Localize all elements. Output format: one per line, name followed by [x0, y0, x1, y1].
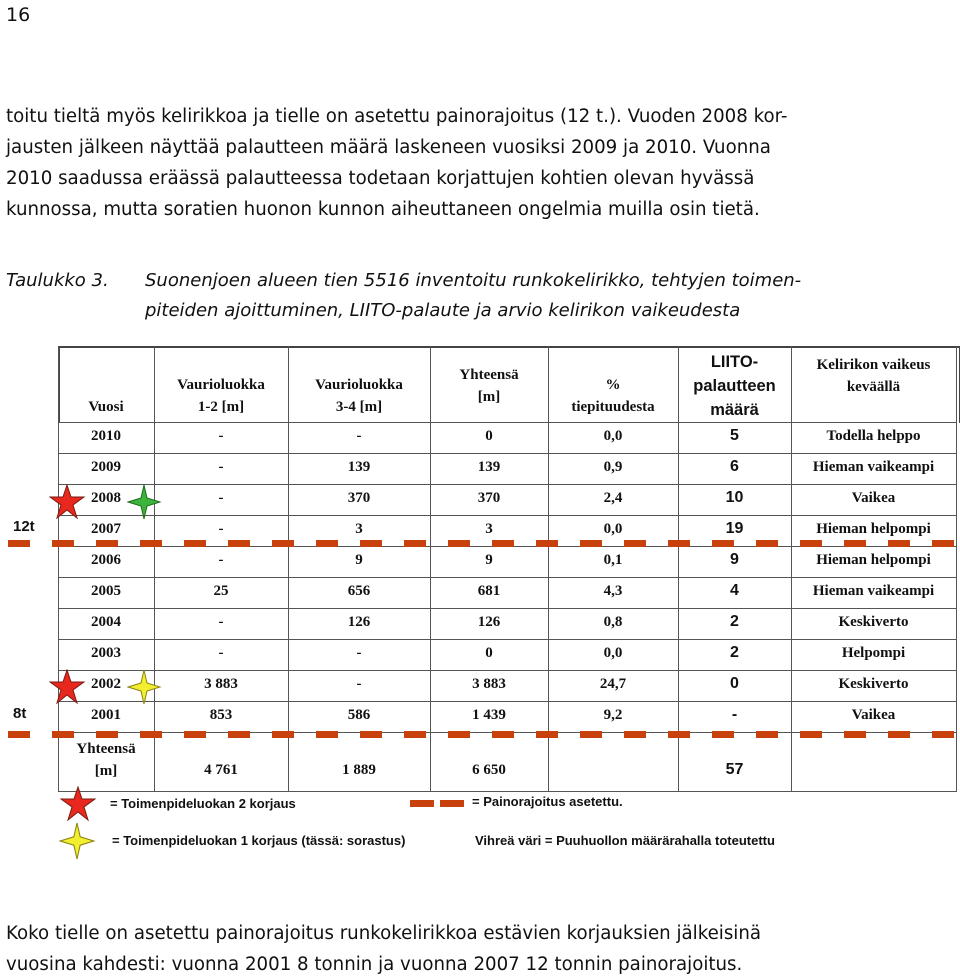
cell-total: 3 — [485, 521, 493, 537]
row-divider — [58, 422, 957, 423]
intro-line: toitu tieltä myös kelirikkoa ja tielle on asetettu painorajoitus (12 t.). Vuoden 2008 kor- — [6, 106, 788, 127]
dash-segment — [624, 731, 646, 738]
header-damage12: Vaurioluokka 1-2 [m] — [177, 377, 265, 415]
cell-liito: 19 — [725, 520, 744, 537]
totals-liito: 57 — [725, 761, 744, 778]
row-divider — [58, 701, 957, 702]
totals-damage12: 4 761 — [204, 762, 238, 778]
cell-total: 1 439 — [472, 707, 506, 723]
dash-segment — [228, 540, 250, 547]
dash-segment — [52, 540, 74, 547]
dash-segment — [844, 731, 866, 738]
dash-segment — [756, 540, 778, 547]
cell-pct: 0,0 — [603, 645, 623, 661]
cell-total: 3 883 — [472, 676, 506, 692]
dash-segment — [96, 731, 118, 738]
cell-pct: 0,0 — [603, 521, 623, 537]
dash-segment — [360, 540, 382, 547]
cell-d34: 370 — [347, 490, 371, 506]
dash-segment — [624, 540, 646, 547]
legend-yellow-star: = Toimenpideluokan 1 korjaus (tässä: sorastus) — [112, 833, 406, 848]
col-divider — [791, 346, 792, 792]
page-number: 16 — [6, 4, 31, 26]
legend-yellow-star-icon — [58, 822, 96, 860]
outro-line: Koko tielle on asetettu painorajoitus runkokelirikkoa estävien korjauksien jälkeisinä — [6, 923, 762, 944]
row-divider — [58, 670, 957, 671]
legend-red-star: = Toimenpideluokan 2 korjaus — [110, 796, 296, 811]
cell-d12: - — [218, 490, 224, 506]
cell-diff: Todella helppo — [826, 428, 921, 444]
dash-segment — [888, 540, 910, 547]
totals-label: Yhteensä [m] — [76, 741, 136, 779]
cell-total: 126 — [477, 614, 501, 630]
red-star-icon — [49, 669, 85, 705]
cell-diff: Helpompi — [841, 645, 906, 661]
cell-year: 2008 — [91, 490, 121, 506]
header-total: Yhteensä [m] — [459, 367, 519, 405]
intro-paragraph — [6, 101, 951, 225]
cell-year: 2010 — [91, 428, 121, 444]
cell-pct: 0,0 — [603, 428, 623, 444]
cell-total: 0 — [485, 428, 493, 444]
cell-d12: 3 883 — [204, 676, 238, 692]
dash-segment — [492, 731, 514, 738]
caption-line: Suonenjoen alueen tien 5516 inventoitu runkokelirikko, tehtyjen toimen- — [145, 270, 802, 291]
dash-segment — [448, 731, 470, 738]
cell-diff: Vaikea — [851, 490, 896, 506]
dash-segment — [580, 731, 602, 738]
cell-liito: 0 — [730, 675, 739, 692]
legend-green: Vihreä väri = Puuhuollon määrärahalla toteutettu — [475, 833, 775, 848]
cell-liito: - — [731, 706, 738, 723]
weight-limit-8t-line — [0, 731, 960, 738]
cell-liito: 4 — [730, 582, 739, 599]
header-percent: % tiepituudesta — [571, 377, 655, 415]
dash-segment — [932, 731, 954, 738]
dash-segment — [184, 540, 206, 547]
dash-segment — [712, 540, 734, 547]
dash-segment — [668, 731, 690, 738]
dash-segment — [448, 540, 470, 547]
dash-segment — [316, 731, 338, 738]
cell-pct: 24,7 — [599, 676, 627, 692]
cell-d12: - — [218, 552, 224, 568]
col-divider — [430, 346, 431, 792]
header-year: Vuosi — [88, 399, 124, 415]
cell-year: 2001 — [91, 707, 121, 723]
dash-segment — [140, 731, 162, 738]
data-table — [58, 346, 957, 792]
legend-dash-icon — [440, 800, 464, 807]
cell-year: 2006 — [91, 552, 121, 568]
totals-damage34: 1 889 — [342, 762, 376, 778]
cell-liito: 10 — [725, 489, 744, 506]
dash-segment — [52, 731, 74, 738]
dash-segment — [228, 731, 250, 738]
cell-d12: - — [218, 428, 224, 444]
row-divider — [58, 515, 957, 516]
row-divider — [58, 484, 957, 485]
dash-segment — [888, 731, 910, 738]
row-divider — [58, 453, 957, 454]
outro-paragraph — [6, 918, 951, 980]
dash-segment — [8, 540, 30, 547]
weight-label-8t: 8t — [13, 705, 27, 722]
cell-year: 2005 — [91, 583, 121, 599]
cell-pct: 4,3 — [603, 583, 623, 599]
green-star-icon — [126, 484, 162, 520]
weight-label-12t: 12t — [13, 518, 35, 535]
dash-segment — [932, 540, 954, 547]
dash-segment — [184, 731, 206, 738]
cell-year: 2003 — [91, 645, 121, 661]
cell-d34: 656 — [347, 583, 371, 599]
cell-d34: 3 — [355, 521, 363, 537]
cell-d12: - — [218, 614, 224, 630]
cell-pct: 0,8 — [603, 614, 623, 630]
dash-segment — [272, 731, 294, 738]
dash-segment — [536, 731, 558, 738]
cell-d34: 586 — [347, 707, 371, 723]
table-border — [956, 346, 957, 792]
legend-dash: = Painorajoitus asetettu. — [472, 794, 623, 809]
cell-d12: 853 — [209, 707, 233, 723]
dash-segment — [360, 731, 382, 738]
row-divider — [58, 639, 957, 640]
legend-dash-icon — [410, 800, 434, 807]
intro-line: kunnossa, mutta soratien huonon kunnon aiheuttaneen ongelmia muilla osin tietä. — [6, 199, 760, 220]
cell-liito: 2 — [730, 644, 739, 661]
header-difficulty: Kelirikon vaikeus keväällä — [816, 357, 931, 395]
cell-liito: 9 — [730, 551, 739, 568]
totals-total: 6 650 — [472, 762, 506, 778]
weight-limit-12t-line — [0, 540, 960, 547]
cell-total: 370 — [477, 490, 501, 506]
dash-segment — [580, 540, 602, 547]
yellow-star-icon — [126, 669, 162, 705]
header-damage34: Vaurioluokka 3-4 [m] — [315, 377, 403, 415]
red-star-icon — [49, 484, 85, 520]
cell-diff: Hieman helpompi — [816, 521, 931, 537]
cell-diff: Vaikea — [851, 707, 896, 723]
cell-d34: - — [356, 676, 362, 692]
cell-d12: 25 — [213, 583, 229, 599]
dash-segment — [404, 540, 426, 547]
cell-total: 681 — [477, 583, 501, 599]
dash-segment — [800, 540, 822, 547]
dash-segment — [844, 540, 866, 547]
cell-d34: 126 — [347, 614, 371, 630]
dash-segment — [492, 540, 514, 547]
cell-pct: 9,2 — [603, 707, 623, 723]
cell-diff: Keskiverto — [838, 614, 909, 630]
cell-year: 2002 — [91, 676, 121, 692]
cell-liito: 5 — [730, 427, 739, 444]
cell-d34: - — [356, 645, 362, 661]
dash-segment — [404, 731, 426, 738]
legend-red-star-icon — [60, 786, 96, 822]
caption-line: piteiden ajoittuminen, LIITO-palaute ja arvio kelirikon vaikeudesta — [145, 300, 741, 321]
header-liito: LIITO- palautteen määrä — [693, 353, 776, 419]
cell-liito: 6 — [730, 458, 739, 475]
intro-line: 2010 saadussa eräässä palautteessa todetaan korjattujen kohtien olevan hyvässä — [6, 168, 755, 189]
cell-d12: - — [218, 645, 224, 661]
cell-d12: - — [218, 459, 224, 475]
cell-diff: Hieman vaikeampi — [812, 583, 935, 599]
caption-label: Taulukko 3. — [6, 270, 109, 291]
cell-pct: 0,1 — [603, 552, 623, 568]
dash-segment — [536, 540, 558, 547]
dash-segment — [272, 540, 294, 547]
row-divider — [58, 577, 957, 578]
cell-year: 2007 — [91, 521, 121, 537]
intro-line: jausten jälkeen näyttää palautteen määrä laskeneen vuosiksi 2009 ja 2010. Vuonna — [6, 137, 771, 158]
dash-segment — [8, 731, 30, 738]
table-border — [58, 791, 957, 792]
cell-diff: Keskiverto — [838, 676, 909, 692]
cell-d34: - — [356, 428, 362, 444]
cell-total: 9 — [485, 552, 493, 568]
cell-diff: Hieman helpompi — [816, 552, 931, 568]
dash-segment — [800, 731, 822, 738]
cell-pct: 0,9 — [603, 459, 623, 475]
dash-segment — [756, 731, 778, 738]
cell-year: 2004 — [91, 614, 121, 630]
cell-year: 2009 — [91, 459, 121, 475]
cell-d12: - — [218, 521, 224, 537]
cell-d34: 139 — [347, 459, 371, 475]
cell-total: 139 — [477, 459, 501, 475]
dash-segment — [96, 540, 118, 547]
dash-segment — [140, 540, 162, 547]
dash-segment — [712, 731, 734, 738]
cell-liito: 2 — [730, 613, 739, 630]
dash-segment — [316, 540, 338, 547]
cell-pct: 2,4 — [603, 490, 623, 506]
dash-segment — [668, 540, 690, 547]
row-divider — [58, 608, 957, 609]
outro-line: vuosina kahdesti: vuonna 2001 8 tonnin ja vuonna 2007 12 tonnin painorajoitus. — [6, 954, 743, 975]
cell-total: 0 — [485, 645, 493, 661]
cell-diff: Hieman vaikeampi — [812, 459, 935, 475]
cell-d34: 9 — [355, 552, 363, 568]
